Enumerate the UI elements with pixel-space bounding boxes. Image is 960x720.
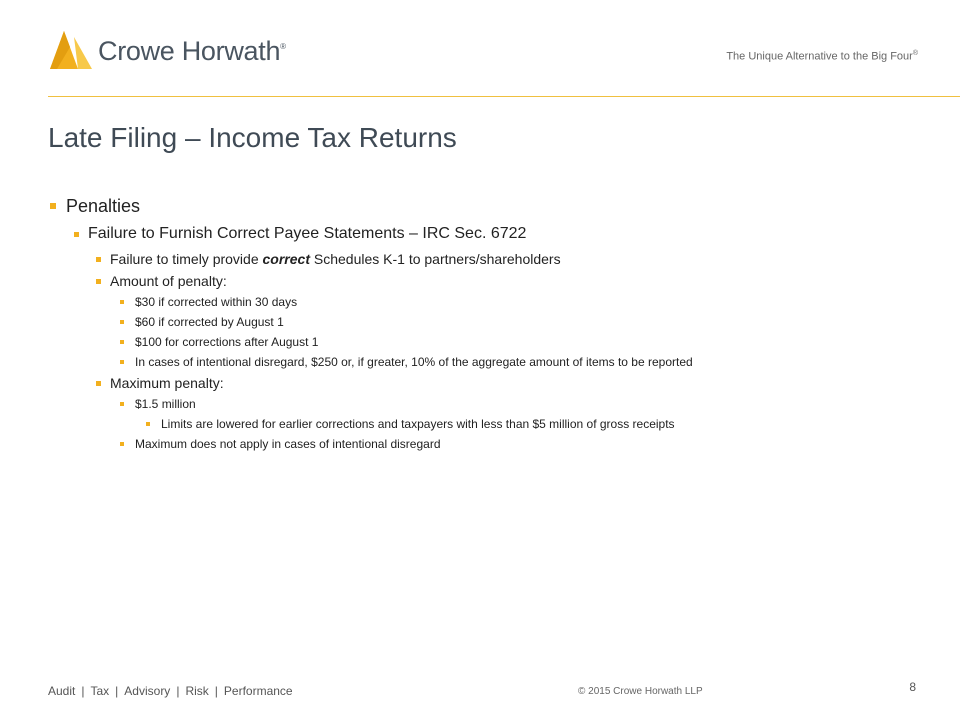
footer-services: Audit | Tax | Advisory | Risk | Performance — [48, 684, 293, 698]
bullet-marker — [146, 422, 150, 426]
bullet-marker — [50, 203, 56, 209]
slide-body — [48, 196, 920, 457]
bullet-marker — [120, 300, 124, 304]
list-item: $100 for corrections after August 1 — [48, 335, 920, 349]
logo-wordmark: Crowe Horwath® — [98, 35, 286, 66]
bullet-failure-to-furnish: Failure to Furnish Correct Payee Statements – IRC Sec. 6722 — [48, 225, 920, 243]
bullet-marker — [120, 360, 124, 364]
list-item: Limits are lowered for earlier corrections and taxpayers with less than $5 million of gross receipts — [48, 417, 920, 431]
bullet-marker — [120, 402, 124, 406]
bullet-marker — [74, 232, 79, 237]
bullet-amount-of-penalty: Amount of penalty: — [48, 273, 920, 289]
list-item: $1.5 million — [48, 397, 920, 411]
list-item: In cases of intentional disregard, $250 or, if greater, 10% of the aggregate amount of items to be reported — [48, 355, 920, 369]
page-number: 8 — [909, 680, 916, 694]
list-item: $60 if corrected by August 1 — [48, 315, 920, 329]
header-divider — [48, 96, 960, 97]
bullet-maximum-penalty: Maximum penalty: — [48, 375, 920, 391]
crowe-logo-icon — [48, 29, 94, 73]
bullet-marker — [96, 279, 101, 284]
tagline: The Unique Alternative to the Big Four® — [726, 50, 918, 63]
bullet-penalties: Penalties — [48, 196, 920, 217]
slide-title: Late Filing – Income Tax Returns — [48, 122, 457, 153]
bullet-timely-provide: Failure to timely provide correct Schedules K-1 to partners/shareholders — [48, 251, 920, 267]
list-item: $30 if corrected within 30 days — [48, 295, 920, 309]
bullet-marker — [96, 381, 101, 386]
bullet-marker — [120, 340, 124, 344]
company-logo — [48, 28, 286, 74]
footer-copyright: © 2015 Crowe Horwath LLP — [578, 686, 703, 697]
list-item: Maximum does not apply in cases of intentional disregard — [48, 437, 920, 451]
bullet-marker — [96, 257, 101, 262]
bullet-marker — [120, 442, 124, 446]
bullet-marker — [120, 320, 124, 324]
